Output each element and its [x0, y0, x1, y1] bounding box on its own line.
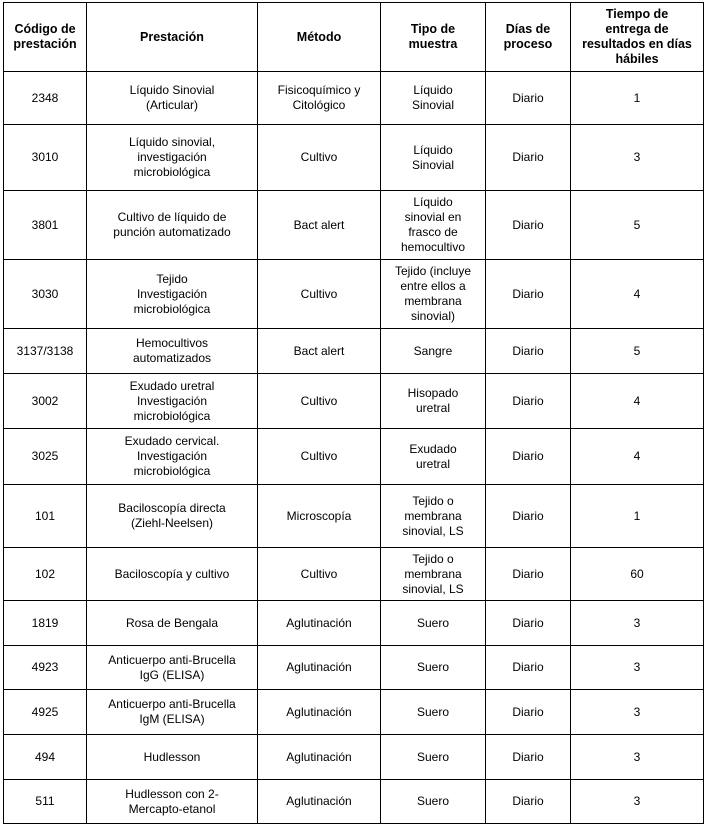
cell-text: Aglutinación [286, 794, 352, 808]
cell-text: Diario [512, 508, 544, 523]
cell-metodo [258, 601, 381, 646]
cell-dias-proceso [486, 374, 571, 429]
cell-text: Hemocultivos automatizados [132, 336, 212, 365]
cell-tiempo-entrega [571, 780, 704, 824]
cell-tipo-muestra [381, 485, 486, 548]
header-row [4, 3, 704, 72]
cell-metodo [258, 191, 381, 260]
cell-tipo-muestra [381, 429, 486, 485]
cell-tiempo-entrega [571, 374, 704, 429]
cell-prestacion [87, 735, 258, 780]
cell-prestacion [87, 329, 258, 374]
cell-tipo-muestra [381, 548, 486, 601]
cell-prestacion [87, 601, 258, 646]
cell-text: Diario [512, 286, 544, 301]
cell-tipo-muestra [381, 329, 486, 374]
cell-text: 494 [34, 749, 56, 764]
cell-tipo-muestra [381, 780, 486, 824]
cell-text: Suero [416, 794, 450, 808]
cell-text: 3 [633, 794, 641, 808]
cell-tiempo-entrega [571, 601, 704, 646]
table-row [4, 191, 704, 260]
cell-codigo [4, 548, 87, 601]
table-row [4, 548, 704, 601]
cell-text: Bact alert [293, 217, 345, 232]
cell-text: Cultivo de líquido de punción automatizado [113, 210, 231, 239]
cell-codigo [4, 690, 87, 735]
cell-text: 5 [633, 217, 641, 232]
cell-codigo [4, 72, 87, 125]
cell-dias-proceso [486, 429, 571, 485]
cell-text: 511 [35, 794, 55, 808]
cell-metodo [258, 429, 381, 485]
cell-text: Aglutinación [286, 615, 352, 630]
cell-metodo [258, 72, 381, 125]
cell-tiempo-entrega [571, 72, 704, 125]
cell-text: 1 [633, 90, 641, 105]
table-row [4, 780, 704, 824]
cell-text: Diario [512, 749, 544, 764]
cell-codigo [4, 780, 87, 824]
cell-codigo [4, 429, 87, 485]
table-row [4, 329, 704, 374]
cell-text: Líquido sinovial, investigación microbiológica [128, 135, 216, 179]
cell-tipo-muestra [381, 601, 486, 646]
cell-prestacion [87, 690, 258, 735]
cell-dias-proceso [486, 260, 571, 329]
cell-tiempo-entrega [571, 125, 704, 191]
table-row [4, 72, 704, 125]
cell-tipo-muestra [381, 735, 486, 780]
table-row [4, 735, 704, 780]
cell-metodo [258, 329, 381, 374]
header-tipo-muestra: Tipo de muestra [381, 3, 486, 72]
cell-prestacion [87, 780, 258, 824]
cell-text: Hudlesson con 2- Mercapto-etanol [125, 786, 219, 816]
cell-text: 3 [633, 749, 641, 764]
cell-text: 3 [633, 615, 641, 630]
cell-text: 4923 [31, 660, 59, 674]
cell-tiempo-entrega [571, 548, 704, 601]
cell-tiempo-entrega [571, 191, 704, 260]
cell-text: 4 [633, 393, 641, 408]
cell-text: Suero [416, 749, 450, 764]
cell-tipo-muestra [381, 646, 486, 690]
table-row [4, 601, 704, 646]
cell-text: Diario [512, 660, 544, 674]
cell-text: 3137/3138 [16, 343, 74, 358]
cell-text: Tejido o membrana sinovial, LS [402, 551, 464, 596]
cell-dias-proceso [486, 191, 571, 260]
cell-text: 60 [630, 566, 644, 581]
cell-text: Diario [512, 794, 544, 808]
cell-prestacion [87, 485, 258, 548]
cell-text: 3030 [31, 286, 59, 301]
cell-tiempo-entrega [571, 260, 704, 329]
table-row [4, 374, 704, 429]
cell-tipo-muestra [381, 260, 486, 329]
cell-text: Exudado cervical. Investigación microbiológica [124, 434, 220, 478]
header-tiempo-entrega: Tiempo de entrega de resultados en días hábiles [571, 3, 704, 72]
cell-text: Diario [512, 449, 544, 463]
cell-dias-proceso [486, 72, 571, 125]
cell-text: Diario [512, 393, 544, 408]
header-prestacion: Prestación [87, 3, 258, 72]
cell-text: Suero [416, 615, 450, 630]
cell-text: Cultivo [300, 393, 338, 408]
cell-text: Fisicoquímico y Citológico [277, 83, 361, 112]
cell-tipo-muestra [381, 72, 486, 125]
cell-tiempo-entrega [571, 429, 704, 485]
cell-text: 3002 [31, 393, 59, 408]
cell-text: Sangre [413, 343, 453, 358]
cell-text: Baciloscopía y cultivo [114, 566, 230, 581]
cell-text: Baciloscopía directa (Ziehl-Neelsen) [118, 501, 226, 530]
cell-prestacion [87, 374, 258, 429]
cell-text: Microscopía [286, 508, 352, 523]
cell-codigo [4, 125, 87, 191]
cell-dias-proceso [486, 125, 571, 191]
cell-metodo [258, 485, 381, 548]
cell-text: Aglutinación [286, 660, 352, 674]
cell-text: 5 [633, 343, 641, 358]
cell-text: Cultivo [300, 150, 338, 164]
cell-tipo-muestra [381, 690, 486, 735]
cell-tiempo-entrega [571, 646, 704, 690]
cell-tipo-muestra [381, 374, 486, 429]
cell-text: Tejido (incluye entre ellos a membrana sinovial) [394, 264, 472, 323]
cell-dias-proceso [486, 690, 571, 735]
cell-dias-proceso [486, 601, 571, 646]
cell-prestacion [87, 72, 258, 125]
cell-prestacion [87, 191, 258, 260]
cell-text: 1 [633, 508, 641, 523]
cell-text: Cultivo [300, 449, 338, 463]
lab-services-table [3, 2, 704, 824]
header-codigo: Código de prestación [4, 3, 87, 72]
header-metodo: Método [258, 3, 381, 72]
cell-text: Hisopado uretral [407, 386, 459, 415]
cell-text: Líquido Sinovial [411, 83, 455, 112]
cell-metodo [258, 646, 381, 690]
cell-text: 102 [34, 566, 56, 581]
cell-tipo-muestra [381, 191, 486, 260]
cell-codigo [4, 260, 87, 329]
cell-text: 3801 [31, 217, 59, 232]
cell-dias-proceso [486, 780, 571, 824]
cell-text: Anticuerpo anti-Brucella IgG (ELISA) [108, 652, 236, 682]
table-row [4, 690, 704, 735]
cell-dias-proceso [486, 548, 571, 601]
cell-codigo [4, 601, 87, 646]
cell-text: Cultivo [300, 286, 338, 301]
cell-text: Diario [512, 90, 544, 105]
cell-text: 3 [633, 150, 641, 164]
cell-text: Diario [512, 704, 544, 719]
cell-prestacion [87, 125, 258, 191]
cell-tiempo-entrega [571, 329, 704, 374]
cell-codigo [4, 374, 87, 429]
cell-dias-proceso [486, 646, 571, 690]
cell-prestacion [87, 260, 258, 329]
cell-text: Diario [512, 566, 544, 581]
cell-text: 2348 [31, 90, 59, 105]
cell-text: Exudado uretral [409, 441, 457, 471]
cell-text: Diario [512, 615, 544, 630]
cell-codigo [4, 485, 87, 548]
cell-text: 1819 [31, 615, 59, 630]
table-row [4, 429, 704, 485]
cell-metodo [258, 735, 381, 780]
cell-metodo [258, 780, 381, 824]
cell-text: Aglutinación [286, 704, 352, 719]
cell-text: Diario [512, 150, 544, 164]
table-row [4, 646, 704, 690]
cell-text: 4925 [31, 704, 59, 719]
cell-text: Diario [512, 217, 544, 232]
cell-text: Líquido sinovial en frasco de hemocultivo [400, 195, 466, 254]
cell-text: 4 [633, 449, 641, 463]
cell-tipo-muestra [381, 125, 486, 191]
cell-metodo [258, 125, 381, 191]
cell-codigo [4, 646, 87, 690]
cell-tiempo-entrega [571, 735, 704, 780]
cell-prestacion [87, 646, 258, 690]
cell-codigo [4, 329, 87, 374]
cell-text: Diario [512, 343, 544, 358]
cell-dias-proceso [486, 735, 571, 780]
cell-text: Anticuerpo anti-Brucella IgM (ELISA) [108, 697, 236, 726]
cell-text: 101 [34, 508, 56, 523]
cell-metodo [258, 548, 381, 601]
cell-text: Líquido Sinovial [411, 142, 455, 172]
cell-text: Bact alert [293, 343, 345, 358]
cell-dias-proceso [486, 485, 571, 548]
cell-text: 3 [633, 660, 641, 674]
table-body [4, 72, 704, 824]
cell-tiempo-entrega [571, 485, 704, 548]
cell-text: 4 [633, 286, 641, 301]
cell-text: Cultivo [300, 566, 338, 581]
cell-metodo [258, 690, 381, 735]
cell-text: Hudlesson [143, 749, 201, 764]
cell-text: Tejido Investigación microbiológica [133, 271, 211, 316]
cell-codigo [4, 735, 87, 780]
cell-text: 3 [633, 704, 641, 719]
cell-text: Tejido o membrana sinovial, LS [402, 493, 464, 538]
cell-text: Líquido Sinovial (Articular) [129, 83, 215, 112]
cell-prestacion [87, 429, 258, 485]
cell-prestacion [87, 548, 258, 601]
cell-text: 3010 [31, 150, 59, 164]
cell-text: Aglutinación [286, 749, 352, 764]
cell-metodo [258, 374, 381, 429]
cell-text: 3025 [31, 449, 59, 463]
table-row [4, 260, 704, 329]
cell-codigo [4, 191, 87, 260]
header-dias-proceso: Días de proceso [486, 3, 571, 72]
table-row [4, 125, 704, 191]
cell-metodo [258, 260, 381, 329]
cell-text: Exudado uretral Investigación microbiológica [129, 378, 215, 423]
table-row [4, 485, 704, 548]
cell-tiempo-entrega [571, 690, 704, 735]
cell-dias-proceso [486, 329, 571, 374]
cell-text: Suero [416, 660, 450, 674]
cell-text: Rosa de Bengala [125, 615, 219, 630]
cell-text: Suero [416, 704, 450, 719]
